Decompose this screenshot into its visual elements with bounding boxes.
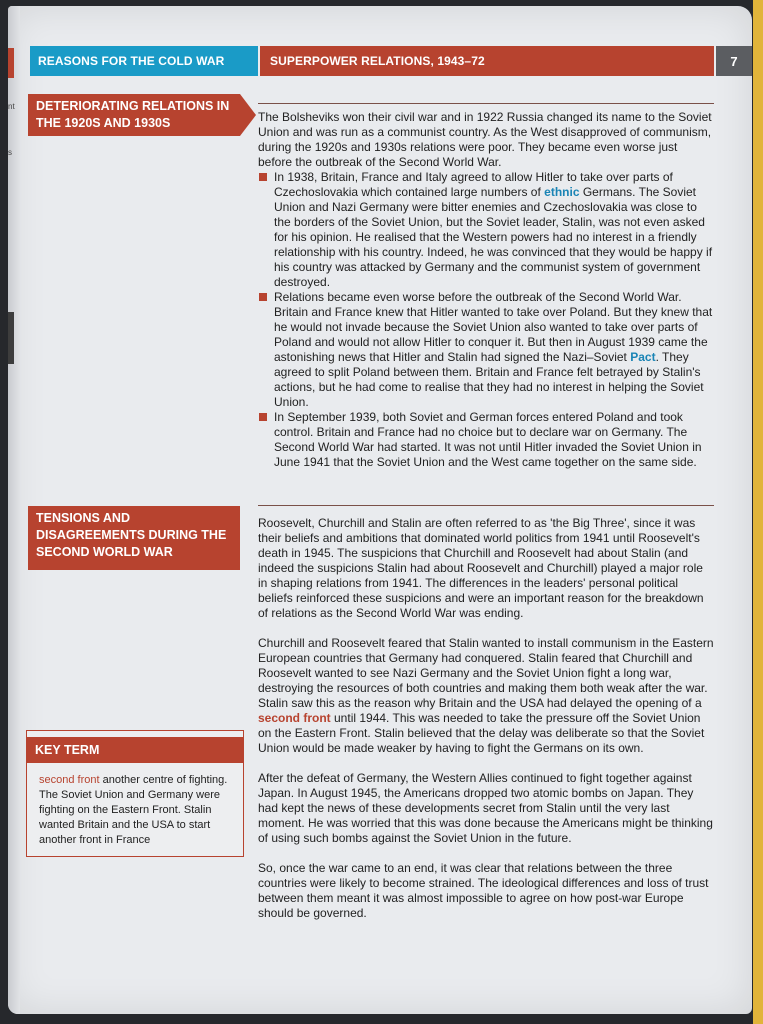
- bullet-square-icon: [259, 413, 267, 421]
- background-object-edge: [753, 0, 763, 1024]
- section2-paragraph: So, once the war came to an end, it was clear that relations between the three countries were likely to become strained. The ideological differences and loss of trust between them meant it was almost impossible to agree on how post-war Europe should be governed.: [258, 861, 709, 920]
- glossary-term-ethnic: ethnic: [544, 185, 580, 199]
- section-heading-deteriorating-relations: DETERIORATING RELATIONS IN THE 1920S AND 1930S: [28, 94, 240, 136]
- key-term-word: second front: [39, 774, 100, 786]
- section-divider: [258, 505, 714, 506]
- list-item: [258, 290, 714, 410]
- previous-page-edge: [8, 6, 20, 1014]
- list-item: [258, 410, 714, 470]
- key-term-title: KEY TERM: [27, 737, 243, 763]
- section2-body: [258, 516, 714, 936]
- page-number: 7: [716, 46, 752, 76]
- bullet-text: In September 1939, both Soviet and German forces entered Poland and took control. Britain and France had no choice but to declare war on Germany. The Second World War had started. It was not until Hitler invaded the Soviet Union in June 1941 that the Soviet Union and the West came together on the same side.: [274, 410, 702, 469]
- key-term-box: [26, 730, 244, 857]
- bullet-text: . They agreed to split Poland between them. Britain and France felt betrayed by Stalin's actions, but he had come to realise that they had no interest in helping the Soviet Union.: [274, 350, 704, 409]
- section1-body: [258, 110, 714, 470]
- key-term-text: another centre of fighting. The Soviet Union and Germany were fighting on the Eastern Front. Stalin wanted Britain and the USA to start another front in France: [39, 774, 228, 846]
- bullet-square-icon: [259, 173, 267, 181]
- bullet-text: Germans. The Soviet Union and Nazi Germany were bitter enemies and Czechoslovakia was close to the borders of the Soviet Union, but the Soviet leader, Stalin, was not even asked for his opinion. He realised that the Western powers had no interest in a friendly relationship with his country. Indeed, he was convinced that they would be happy if his country was attacked by Germany and the communist system of government destroyed.: [274, 185, 713, 289]
- list-item: [258, 170, 714, 290]
- previous-page-text-fragment: s: [8, 148, 12, 157]
- book-title: SUPERPOWER RELATIONS, 1943–72: [260, 46, 714, 76]
- section-heading-tensions-and-disagreements: TENSIONS AND DISAGREEMENTS DURING THE SECOND WORLD WAR: [28, 506, 240, 570]
- bullet-square-icon: [259, 293, 267, 301]
- section2-paragraph: After the defeat of Germany, the Western Allies continued to fight together against Japan. In August 1945, the Americans dropped two atomic bombs on Japan. They had kept the news of these developments secret from Stalin until the very last moment. He was worried that this was done because the Americans might be thinking of using such bombs against the Soviet Union in the future.: [258, 771, 713, 845]
- key-term-second-front: second front: [258, 711, 331, 725]
- paragraph-text: until 1944. This was needed to take the pressure off the Soviet Union on the Eastern Front. Stalin believed that the delay was deliberate so that the Soviet Union would be made weaker by having to fight the Germans on its own.: [258, 711, 705, 755]
- section2-paragraph: [258, 636, 714, 756]
- section1-intro: The Bolsheviks won their civil war and in 1922 Russia changed its name to the Soviet Union and was run as a communist country. As the West disapproved of communism, during the 1920s and 1930s relations were poor. They became even worse just before the outbreak of the Second World War.: [258, 110, 712, 169]
- bullet-text: In 1938, Britain, France and Italy agreed to allow Hitler to take over parts of Czechoslovakia which contained large numbers of: [274, 170, 673, 199]
- key-term-definition: [27, 763, 243, 856]
- previous-page-bar-fragment: [8, 312, 14, 364]
- bullet-text: Relations became even worse before the outbreak of the Second World War. Britain and France knew that Hitler wanted to take over Poland. But they knew that he would not invade because the Soviet Union also wanted to take over parts of Poland and would not allow Hitler to conquer it. But then in August 1939 came the astonishing news that Hitler and Stalin had signed the Nazi–Soviet: [274, 290, 713, 364]
- section1-bullet-list: [258, 170, 714, 470]
- section-divider: [258, 103, 714, 104]
- previous-page-text-fragment: nt: [8, 102, 15, 111]
- glossary-term-pact: Pact: [630, 350, 656, 364]
- chapter-title: REASONS FOR THE COLD WAR: [30, 46, 258, 76]
- section2-paragraph: Roosevelt, Churchill and Stalin are often referred to as 'the Big Three', since it was their beliefs and ambitions that dominated world politics from 1941 until Roosevelt's death in 1945. The suspicions that Churchill and Roosevelt had about Stalin (and indeed the suspicions Stalin had about Roosevelt and Churchill) played a major role in shaping relations from 1941. The differences in the leaders' personal political beliefs reinforced these suspicions and were an important reason for the breakdown of relations as the Second World War was ending.: [258, 516, 704, 620]
- textbook-page: [8, 6, 752, 1014]
- previous-page-header-fragment: [8, 48, 14, 78]
- paragraph-text: Churchill and Roosevelt feared that Stalin wanted to install communism in the Eastern European countries that Germany had conquered. Stalin feared that Churchill and Roosevelt wanted to see Nazi Germany and the Soviet Union fight a long war, destroying the resources of both countries and making them both weak after the war. Stalin saw this as the reason why Britain and the USA had delayed the opening of a: [258, 636, 714, 710]
